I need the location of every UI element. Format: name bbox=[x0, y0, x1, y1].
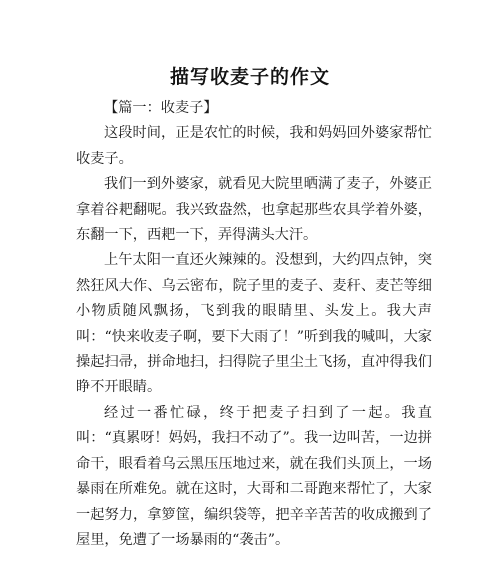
paragraph-4: 经过一番忙碌，终于把麦子扫到了一起。我直叫：“真累呀！妈妈，我扫不动了”。我一边叫苦，一边拼命干，眼看着乌云黑压压地过来，就在我们头顶上，一场暴雨在所难免。就在这时，大哥和二哥跑来帮忙了，大家一起努力，拿箩筐，编织袋等，把辛辛苦苦的收成搬到了屋里，免遭了一场暴雨的“袭击”。 bbox=[76, 404, 432, 548]
paragraph-1: 这段时间，正是农忙的时候，我和妈妈回外婆家帮忙收麦子。 bbox=[76, 125, 432, 167]
section-heading: 【篇一：收麦子】 bbox=[104, 100, 218, 116]
document-title: 描写收麦子的作文 bbox=[169, 66, 330, 88]
document-body bbox=[76, 96, 432, 553]
paragraph-2: 我们一到外婆家，就看见大院里晒满了麦子，外婆正拿着谷耙翻呢。我兴致盎然，也拿起那些农具学着外婆，东翻一下，西耙一下，弄得满头大汗。 bbox=[76, 176, 432, 244]
paragraph-3: 上午太阳一直还火辣辣的。没想到，大约四点钟，突然狂风大作、乌云密布，院子里的麦子、麦秆、麦芒等细小物质随风飘扬，飞到我的眼睛里、头发上。我大声叫：“快来收麦子啊，要下大雨了！”听到我的喊叫，大家操起扫帚，拼命地扫，扫得院子里尘土飞扬，直冲得我们睁不开眼睛。 bbox=[76, 252, 432, 396]
